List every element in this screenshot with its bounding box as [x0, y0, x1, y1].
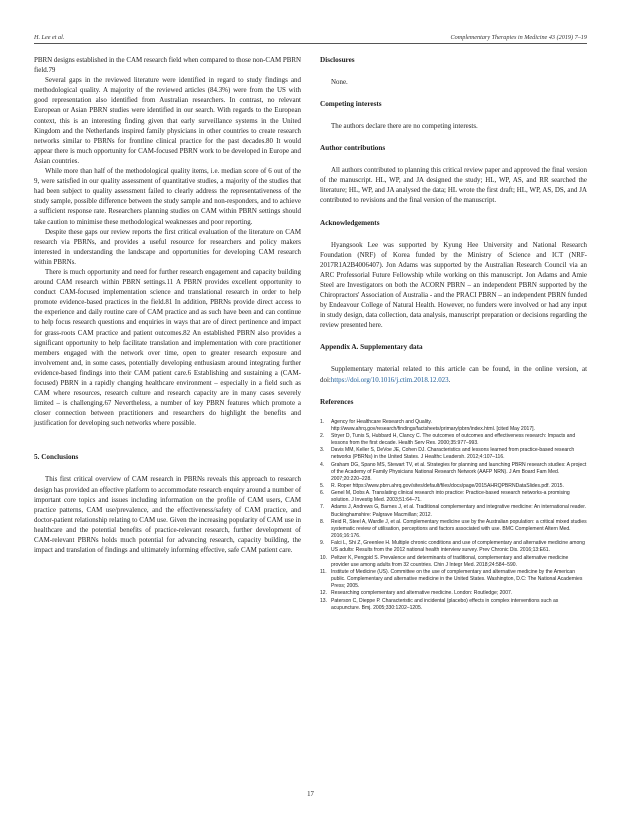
section-heading-references: References — [320, 397, 354, 406]
paragraph: All authors contributed to planning this critical review paper and approved the final version of the manuscript. HL, WP, and JA designed the study; HL, WP, AS, and RR searched the literature; HL, WP, and JA analysed the data; HL wrote the first draft; HL, WP, AS, DS, and JA contributed to revisions and the final version of the manuscript. — [320, 166, 587, 205]
reference-number: 8. — [320, 518, 325, 525]
running-header-journal: Complementary Therapies in Medicine 43 (2019) 7–19 — [450, 34, 587, 41]
reference-number: 9. — [320, 540, 325, 547]
right-column — [320, 55, 587, 612]
reference-number: 5. — [320, 483, 325, 489]
paragraph: While more than half of the methodological quality items, i.e. median score of 6 out of the 9, were satisfied in our quality assessment of quantitative studies, a majority of the studies that had been subject to quality assessment failed to clearly address the representativeness of the study sample, possible difference between the study sample and non-responders, and to achieve a sufficient response rate. Researchers planning studies on CAM within PBRN settings should take caution to minimise these methodological weaknesses and poor reporting. — [34, 167, 301, 226]
reference-item — [320, 433, 587, 447]
reference-text: R. Roper https://www.pbrn.ahrq.gov/sites/default/files/docs/page/2015AHRQPBRNDataSlides.pdf. 2015. — [331, 483, 564, 489]
reference-number: 7. — [320, 504, 325, 511]
section-heading-appendix: Appendix A. Supplementary data — [320, 343, 423, 352]
paragraph: This first critical overview of CAM research in PBRNs reveals this approach to research design has provided an effective platform to accommodate research enquiry around a number of important core topics and issues including information on the profile of CAM users, CAM practice patterns, CAM use/prevalence, and the effectiveness/safety of CAM practice, and doctor-patient relationship relating to CAM use. Given the increasing popularity of CAM use in healthcare and the potential benefits of practice-relevant research, further development of CAM-relevant PBRNs holds much potential for advancing research, capacity building, the impact and translation of findings and ultimately informing effective, safe CAM patient care. — [34, 475, 301, 555]
reference-item — [320, 447, 587, 461]
reference-number: 3. — [320, 447, 325, 454]
reference-text: Researching complementary and alternative medicine. London: Routledge; 2007. — [331, 590, 513, 597]
reference-number: 1. — [320, 418, 325, 425]
reference-number: 4. — [320, 461, 325, 468]
reference-item — [320, 569, 587, 590]
left-column — [34, 55, 301, 555]
reference-number: 13. — [320, 597, 328, 604]
reference-text: Stryer D, Tunis S, Hubbard H, Clancy C. The outcomes of outcomes and effectiveness research: Impacts and lessons from the first decade. Health Serv Res. 2000;35:977–993. — [331, 432, 576, 447]
paragraph — [320, 364, 587, 384]
paragraph: Hyangsook Lee was supported by Kyung Hee University and National Research Foundation (NRF) of Korea funded by the Ministry of Science and ICT (NRF-2017R1A2B4006407). Jon Adams was supported by the Australian Research Council via an ARC Professorial Future Fellowship while working on this manuscript. Jon Adams and Amie Steel are Investigators on both the ACORN PBRN – an independent PBRN supported by the Chiropractors' Association of Australia - and the PRACI PBRN – an independent PBRN funded by Endeavour College of Natural Health. However, no funders were involved or had any input in study design, data collection, data analysis, manuscript preparation or decisions regarding the review presented here. — [320, 240, 587, 330]
reference-number: 10. — [320, 554, 328, 561]
reference-text: Reid R, Steel A, Wardle J, et al. Complementary medicine use by the Australian population: a critical mixed studies systematic review of utilisation, perceptions and factors associated with use. BMC Complement Altern Med. 2016;16:176. — [331, 518, 587, 540]
header-rule — [34, 43, 587, 44]
reference-text: Graham DG, Spano MS, Stewart TV, et al. Strategies for planning and launching PBRN research studies: A project of the Academy of Family Physicians National Research Network (AAFP NRN). J Am Board Fam Med. 2007;20:220–228. — [331, 461, 587, 482]
reference-number: 11. — [320, 568, 327, 575]
doi-link[interactable]: https://doi.org/10.1016/j.ctim.2018.12.023 — [330, 375, 449, 384]
reference-item — [320, 598, 587, 612]
reference-item — [320, 504, 587, 518]
reference-number: 2. — [320, 432, 325, 439]
reference-text: Institute of Medicine (US). Committee on the use of complementary and alternative medicine by the American public. Complementary and alternative medicine in the United States. Washington, D.C: The National Academies Press; 2005. — [331, 568, 583, 590]
reference-item — [320, 590, 587, 597]
appendix-text: Supplementary material related to this article can be found, in the online version, at doi: — [320, 365, 587, 384]
reference-item — [320, 483, 587, 490]
reference-item — [320, 419, 587, 433]
reference-list — [320, 419, 587, 612]
page-number: 17 — [307, 791, 314, 798]
reference-text: Davis MM, Keller S, DeVoe JE, Cohen DJ. Characteristics and lessons learned from practice-based research networks (PBRNs) in the United States. J Healthc Leadersh. 2012;4:107–116. — [331, 447, 575, 461]
reference-number: 6. — [320, 490, 325, 497]
paragraph: Several gaps in the reviewed literature were identified in regard to study findings and methodological quality. A majority of the reviewed articles (84.3%) were from the US with good representation also identified from Australian researchers. In contrast, no relevant European or Asian PBRN studies were identified in our search. With regards to the European context, this is an interesting finding given that early surveillance systems in the United Kingdom and the Netherlands inspired family physicians in other countries to create research networks similar to PBRNs for frontline clinical practice for the past decades.80 It would appear there is much opportunity for CAM-focused PBRN work to be developed in Europe and Asian countries. — [34, 76, 301, 165]
reference-text: Peltzer K, Pengpid S. Prevalence and determinants of traditional, complementary and alternative medicine provider use among adults from 32 countries. Chin J Integr Med. 2018;24:584–590. — [331, 554, 569, 568]
section-heading-competing-interests: Competing interests — [320, 100, 382, 109]
section-heading-conclusions: 5. Conclusions — [34, 453, 79, 462]
section-heading-disclosures: Disclosures — [320, 56, 355, 64]
paragraph: There is much opportunity and need for further research engagement and capacity building around CAM research within PBRN settings.11 A PBRN provides excellent opportunity to conduct CAM-focused implementation science and translational research in order to help promote evidence-based practices in the field.81 In addition, PBRNs provide direct access to the experience and daily routine care of CAM practice and as such have been and can continue to help focus research questions and enquiries in ways that are of direct pertinence and impact for grass-roots CAM practice and patient outcomes.82 An established PBRN also provides a significant opportunity to help facilitate translation and implementation with core practitioner members engaged with the network over time, open to greater research exposure and involvement and, in some cases, potentially developing enthusiasm around integrating further evidence-based findings into their CAM patient care.6 Establishing and sustaining a (CAM-focused) PBRN in a rapidly changing healthcare environment – especially in a field such as CAM where resources, research culture and research capacity are in many cases severely limited – is challenging.67 Nevertheless, a number of key PBRN features which promote a closer connection between practitioners and researchers do highlight the benefits and justification for developing such networks where possible. — [34, 267, 301, 428]
paragraph: The authors declare there are no competing interests. — [331, 122, 478, 131]
reference-text: Adams J, Andrews G, Barnes J, et al. Traditional complementary and integrative medicine: An international reader. Buckinghamshire: Palgrave Macmillan; 2012. — [331, 504, 587, 518]
reference-item — [320, 540, 587, 554]
reference-item — [320, 490, 587, 504]
paragraph: None. — [331, 78, 348, 86]
reference-item — [320, 519, 587, 540]
section-heading-acknowledgements: Acknowledgements — [320, 218, 380, 227]
section-heading-author-contributions: Author contributions — [320, 144, 386, 153]
reference-number: 12. — [320, 590, 328, 597]
appendix-text-end: . — [448, 375, 451, 384]
paragraph: Despite these gaps our review reports the first critical evaluation of the literature on CAM research via PBRNs, and provides a useful resource for researchers and policy makers interested in understanding the landscape and opportunities for developing CAM research within PBRNs. — [34, 227, 301, 266]
reference-text: Paterson C, Dieppe P. Characteristic and incidental (placebo) effects in complex interventions such as acupuncture. Bmj. 2005;330:1202–1205. — [331, 597, 559, 611]
reference-text: Falci L, Shi Z, Greenlee H. Multiple chronic conditions and use of complementary and alternative medicine among US adults: Results from the 2012 national health interview survey. Prev Chronic Dis. 2016;13:E61. — [331, 540, 585, 554]
running-header-authors: H. Lee et al. — [34, 34, 65, 41]
reference-text: Agency for Healthcare Research and Quality. http://www.ahrq.gov/research/findings/factsheets/primary/pbrn/index.html. [cited May 2017]. — [331, 418, 535, 432]
reference-item — [320, 555, 587, 569]
reference-text: Genel M, Dobs A. Translating clinical research into practice: Practice-based research networks-a promising solution. J Investig Med. 2003;51:64–71. — [331, 490, 570, 504]
paragraph: PBRN designs established in the CAM research field when compared to those non-CAM PBRN field.79 — [34, 56, 301, 75]
reference-item — [320, 462, 587, 483]
